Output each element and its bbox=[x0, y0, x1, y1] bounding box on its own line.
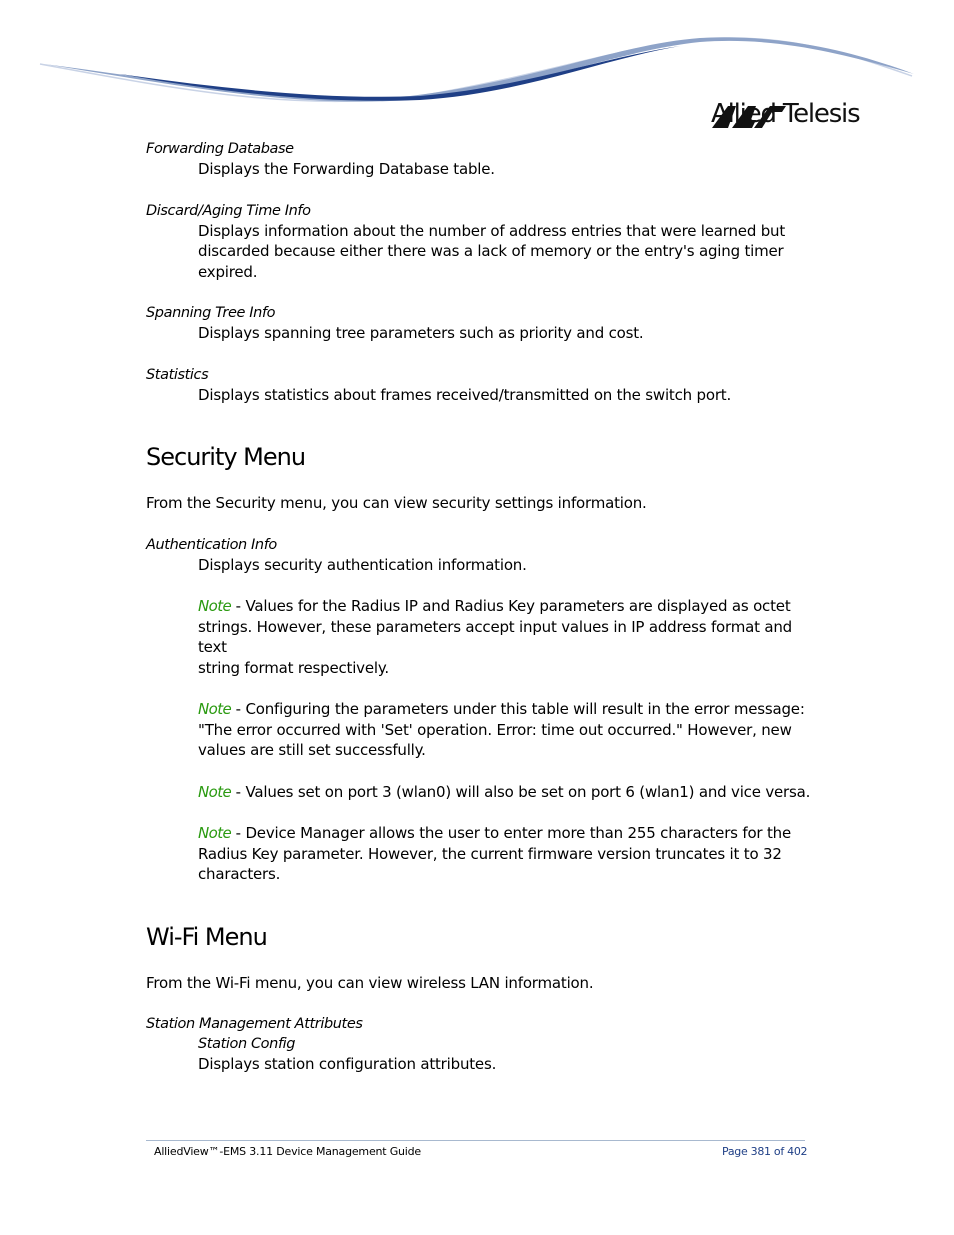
brand-name: Allied Telesis bbox=[711, 99, 860, 129]
page-content bbox=[146, 139, 816, 1075]
note-line bbox=[198, 823, 816, 844]
note-line: Radius Key parameter. However, the current firmware version truncates it to 32 bbox=[198, 844, 782, 863]
note-text: - Values for the Radius IP and Radius Key parameters are displayed as octet bbox=[231, 597, 791, 615]
spacer bbox=[146, 761, 816, 782]
note-line: strings. However, these parameters accept input values in IP address format and text bbox=[198, 617, 792, 656]
station-config-term: Station Config bbox=[198, 1036, 296, 1052]
security-intro: From the Security menu, you can view security settings information. bbox=[146, 494, 647, 512]
spacer bbox=[146, 678, 816, 699]
note-line: string format respectively. bbox=[198, 658, 389, 677]
footer-page-number: Page 381 of 402 bbox=[722, 1145, 808, 1158]
definition-desc bbox=[198, 221, 816, 283]
definition-desc-line: Displays information about the number of address entries that were learned but bbox=[198, 221, 786, 240]
authentication-info-term: Authentication Info bbox=[146, 536, 277, 553]
note-label: Note bbox=[198, 597, 232, 615]
definition-desc bbox=[198, 159, 816, 180]
port-items-list bbox=[146, 139, 816, 405]
definition-desc-line: expired. bbox=[198, 262, 258, 281]
note-paragraph bbox=[198, 782, 816, 803]
note-label: Note bbox=[198, 700, 232, 718]
note-paragraph bbox=[198, 699, 816, 761]
security-menu-heading: Security Menu bbox=[146, 443, 306, 471]
station-config-desc: Displays station configuration attributes. bbox=[198, 1055, 497, 1073]
definition-desc-line: Displays the Forwarding Database table. bbox=[198, 160, 495, 178]
definition-desc bbox=[198, 323, 816, 344]
note-label: Note bbox=[198, 782, 232, 801]
note-text: - Device Manager allows the user to enter more than 255 characters for the bbox=[231, 824, 791, 842]
definition-term: Forwarding Database bbox=[146, 141, 294, 157]
definition-desc-line: discarded because either there was a lack of memory or the entry's aging timer bbox=[198, 242, 784, 260]
station-management-term: Station Management Attributes bbox=[146, 1016, 363, 1032]
notes-list bbox=[146, 575, 816, 885]
definition-term: Statistics bbox=[146, 366, 209, 383]
note-line bbox=[198, 596, 816, 617]
definition-desc-line: Displays spanning tree parameters such as priority and cost. bbox=[198, 324, 644, 342]
note-line: characters. bbox=[198, 865, 281, 883]
footer-guide-title: AlliedView™-EMS 3.11 Device Management Guide bbox=[154, 1145, 422, 1158]
note-paragraph bbox=[198, 823, 816, 885]
wifi-intro: From the Wi-Fi menu, you can view wireless LAN information. bbox=[146, 973, 594, 992]
note-line: "The error occurred with 'Set' operation. Error: time out occurred." However, new bbox=[198, 720, 792, 739]
definition-term: Discard/Aging Time Info bbox=[146, 202, 311, 219]
spacer bbox=[146, 344, 816, 365]
note-label: Note bbox=[198, 824, 232, 842]
spacer bbox=[146, 802, 816, 823]
note-text: - Values set on port 3 (wlan0) will also be set on port 6 (wlan1) and vice versa. bbox=[231, 782, 811, 801]
authentication-info-desc: Displays security authentication information. bbox=[198, 555, 527, 574]
definition-desc-line: Displays statistics about frames received/transmitted on the switch port. bbox=[198, 385, 732, 404]
spacer bbox=[146, 575, 816, 596]
note-line: values are still set successfully. bbox=[198, 741, 426, 759]
definition-term: Spanning Tree Info bbox=[146, 305, 276, 321]
footer-divider bbox=[146, 1140, 805, 1141]
spacer bbox=[146, 282, 816, 303]
note-paragraph bbox=[198, 596, 816, 678]
wifi-menu-heading: Wi-Fi Menu bbox=[146, 922, 267, 951]
note-line bbox=[198, 699, 816, 720]
definition-desc bbox=[198, 385, 816, 406]
spacer bbox=[146, 180, 816, 201]
note-text: - Configuring the parameters under this table will result in the error message: bbox=[231, 700, 805, 718]
note-line bbox=[198, 782, 816, 803]
